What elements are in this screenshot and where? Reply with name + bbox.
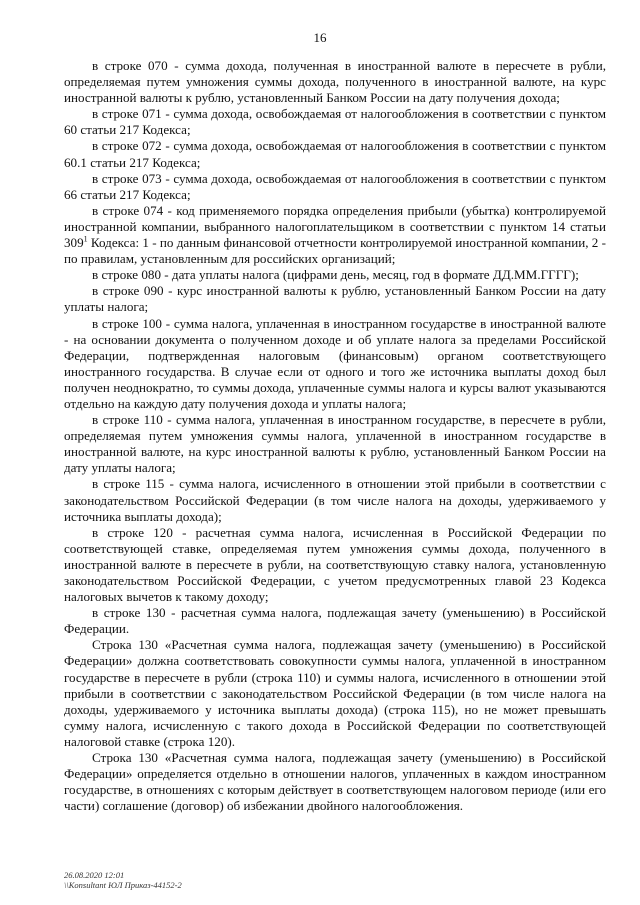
paragraph-line-130: в строке 130 - расчетная сумма налога, подлежащая зачету (уменьшению) в Российской Федерации. [64,605,606,637]
paragraph-line-071: в строке 071 - сумма дохода, освобождаемая от налогообложения в соответствии с пунктом 60 статьи 217 Кодекса; [64,106,606,138]
paragraph-line-090: в строке 090 - курс иностранной валюты к рублю, установленный Банком России на дату уплаты налога; [64,283,606,315]
footnote-superscript: 1 [83,234,88,244]
document-body [64,58,606,814]
footer-timestamp: 26.08.2020 12:01 [64,870,125,880]
paragraph-line-080: в строке 080 - дата уплаты налога (цифрами день, месяц, год в формате ДД.ММ.ГГГГ); [92,267,579,283]
paragraph-line-120: в строке 120 - расчетная сумма налога, исчисленная в Российской Федерации по соответствующей ставке, определяемая путем умножения суммы дохода, полученного в иностранной валюте в пересчете в рубли, на соответствующую ставку налога, установленную законодательством Российской Федерации, с учетом предусмотренных главой 23 Кодекса налоговых вычетов к такому доходу; [64,524,606,605]
paragraph-line-130-rule-1: Строка 130 «Расчетная сумма налога, подлежащая зачету (уменьшению) в Российской Федерации» должна соответствовать совокупности суммы налога, уплаченной в иностранном государстве в пересчете в рубли (строка 110) и суммы налога, исчисленного в отношении этой прибыли в соответствии с законодательством Российской Федерации (в том числе налога на доходы, удерживаемого у источника выплаты дохода) (строка 115), но не может превышать сумму налога, исчисленную с такого дохода в Российской Федерации по соответствующей налоговой ставке (строка 120). [64,637,606,749]
paragraph-line-130-rule-2: Строка 130 «Расчетная сумма налога, подлежащая зачету (уменьшению) в Российской Федерации» определяется отдельно в отношении налогов, уплаченных в каждом иностранном государстве, в отношениях с которым действует в соответствующем налоговом периоде (или его части) соглашение (договор) об избежании двойного налогообложения. [64,750,606,814]
paragraph-line-072: в строке 072 - сумма дохода, освобождаемая от налогообложения в соответствии с пунктом 60.1 статьи 217 Кодекса; [64,138,606,170]
paragraph-line-115: в строке 115 - сумма налога, исчисленного в отношении этой прибыли в соответствии с законодательством Российской Федерации (в том числе налога на доходы, удерживаемого у источника выплаты дохода); [64,476,606,524]
page-number: 16 [313,30,327,45]
paragraph-line-074 [64,203,606,267]
paragraph-line-070: в строке 070 - сумма дохода, полученная в иностранной валюте в пересчете в рубли, определяемая путем умножения суммы дохода, полученного в иностранной валюте, на курс иностранной валюты к рублю, установленный Банком России на дату получения дохода; [64,58,606,106]
paragraph-line-110: в строке 110 - сумма налога, уплаченная в иностранном государстве, в пересчете в рубли, определяемая путем умножения суммы налога, уплаченной в иностранном государстве в иностранной валюте, на курс иностранной валюты к рублю, установленный Банком России на дату уплаты налога; [64,412,606,476]
paragraph-074-text-start: в строке 074 - код применяемого порядка определения прибыли (убытка) контролируемой иностранной компании, выбранного налогоплательщиком в соответствии с пунктом 14 статьи 309 [64,202,606,251]
paragraph-line-100: в строке 100 - сумма налога, уплаченная в иностранном государстве в иностранной валюте - на основании документа о полученном доходе и об уплате налога за пределами Российской Федерации, подтвержденная налоговым (финансовым) органом соответствующего иностранного государства. В случае если от одного и того же источника выплаты доход был получен неоднократно, то суммы дохода, уплаченные суммы налога и курсы валют указываются отдельно на каждую дату получения дохода и уплаты налога; [64,315,606,411]
paragraph-074-text-end: Кодекса: 1 - по данным финансовой отчетности контролируемой иностранной компании, 2 - по правилам, установленным для российских организаций; [64,235,606,267]
paragraph-line-073: в строке 073 - сумма дохода, освобождаемая от налогообложения в соответствии с пунктом 66 статьи 217 Кодекса; [64,170,606,202]
footer-file-path: \\Konsultant ЮЛ Приказ-44152-2 [64,880,182,890]
document-footer [64,870,182,890]
